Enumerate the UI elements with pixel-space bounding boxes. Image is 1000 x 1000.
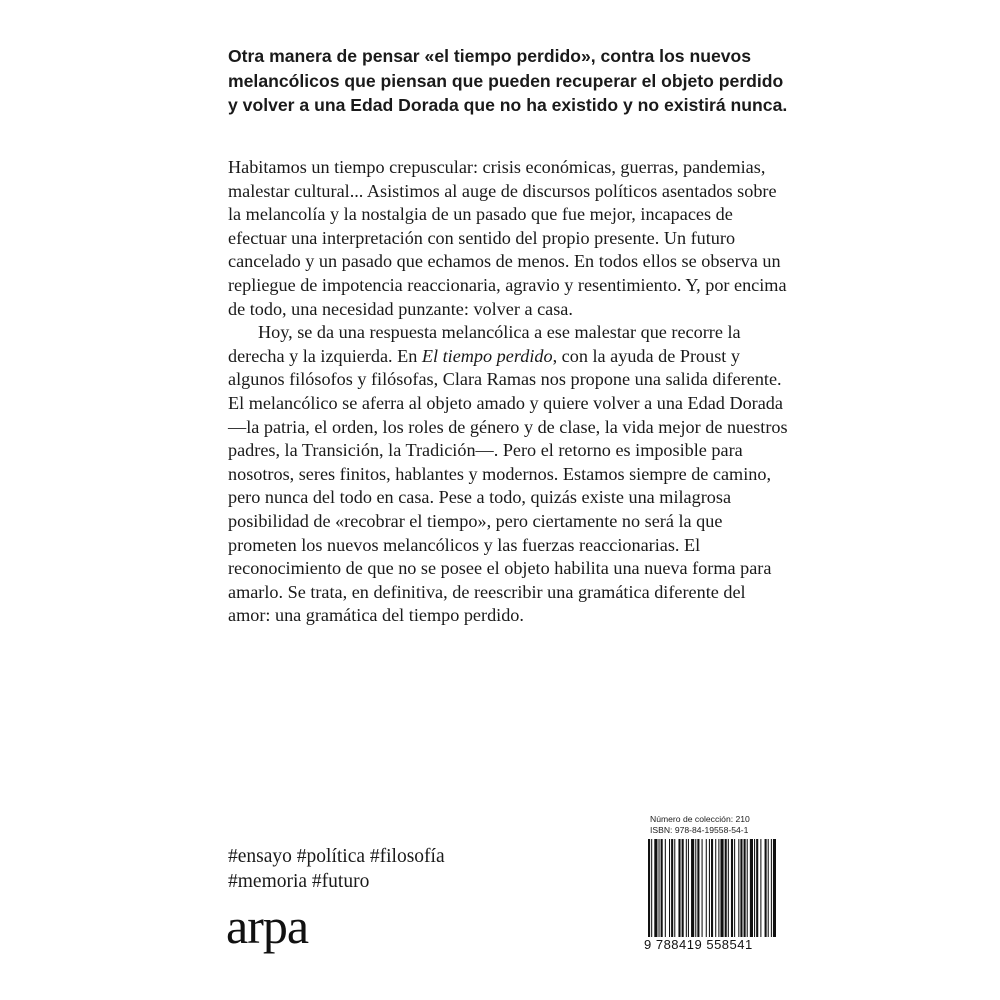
barcode-bar [773, 839, 776, 937]
synopsis-paragraph-1: Habitamos un tiempo crepuscular: crisis económicas, guerras, pandemias, malestar cultural... Asistimos al auge de discursos políticos asentados sobre la melancolía y la nostalgia de un pasado que fue mejor, incapaces de efectuar una interpretación con sentido del propio presente. Un futuro cancelado y un pasado que echamos de menos. En todos ellos se observa un repliegue de impotencia reaccionaria, agravio y resentimiento. Y, por encima de todo, una necesidad punzante: volver a casa. [228, 157, 787, 319]
hashtags-line-1: #ensayo #política #filosofía [228, 846, 445, 867]
barcode-bar [747, 839, 748, 937]
publisher-logo: arpa [226, 898, 309, 954]
barcode-digits: 9 788419 558541 [644, 937, 753, 952]
barcode-bar [718, 839, 719, 937]
barcode-bar [651, 839, 652, 937]
barcode-bar [665, 839, 666, 937]
lead-paragraph: Otra manera de pensar «el tiempo perdido», contra los nuevos melancólicos que piensan que pueden recuperar el objeto perdido y volver a una Edad Dorada que no ha existido y no existirá nunca. [228, 46, 788, 115]
barcode-bar [765, 839, 767, 937]
barcode-bar [682, 839, 684, 937]
barcode-bar [715, 839, 716, 937]
barcode-bar [768, 839, 769, 937]
barcode-bar [688, 839, 689, 937]
book-title: El tiempo perdido [421, 345, 553, 366]
barcode-bar [659, 839, 660, 937]
barcode-bar [674, 839, 675, 937]
barcode-bar [744, 839, 746, 937]
synopsis-paragraph-2 [228, 321, 788, 628]
isbn: ISBN: 978-84-19558-54-1 [650, 825, 749, 835]
barcode-bar [661, 839, 663, 937]
barcode-bar [754, 839, 755, 937]
barcode-bar [728, 839, 729, 937]
barcode-bar [691, 839, 694, 937]
barcode-bar [760, 839, 761, 937]
synopsis [228, 156, 788, 628]
barcode-bar [734, 839, 735, 937]
barcode-bar [709, 839, 710, 937]
barcode-bar [771, 839, 772, 937]
barcode-bar [756, 839, 758, 937]
barcode-bar [720, 839, 723, 937]
barcode-bar [725, 839, 727, 937]
hashtags-line-2: #memoria #futuro [228, 870, 370, 892]
barcode-bars [648, 839, 776, 937]
paragraph-2-rest: , con la ayuda de Proust y algunos filósofos y filósofas, Clara Ramas nos propone una salida diferente. El melancólico se aferra al objeto amado y quiere volver a una Edad Dorada —la patria, el orden, los roles de género y de clase, la vida mejor de nuestros padres, la Transición, la Tradición—. Pero el retorno es imposible para nosotros, seres finitos, hablantes y modernos. Estamos siempre de camino, pero nunca del todo en casa. Pese a todo, quizás existe una milagrosa posibilidad de «recobrar el tiempo», pero ciertamente no será la que prometen los nuevos melancólicos y las fuerzas reaccionarias. El reconocimiento de que no se posee el objeto habilita una nueva forma para amarlo. Se trata, en definitiva, de reescribir una gramática diferente del amor: una gramática del tiempo perdido. [228, 345, 788, 626]
barcode-bar [750, 839, 753, 937]
barcode-block [644, 806, 779, 960]
barcode-bar [706, 839, 707, 937]
barcode-bar [740, 839, 742, 937]
barcode-bar [686, 839, 687, 937]
hashtags [228, 845, 445, 894]
barcode-bar [731, 839, 733, 937]
collection-number: Número de colección: 210 [650, 814, 750, 824]
barcode-bar [711, 839, 713, 937]
barcode-bar [738, 839, 739, 937]
barcode-bar [669, 839, 670, 937]
barcode-bar [648, 839, 650, 937]
barcode-bar [671, 839, 673, 937]
barcode-bar [654, 839, 657, 937]
barcode-bar [702, 839, 703, 937]
barcode-bar [678, 839, 680, 937]
barcode-bar [697, 839, 699, 937]
paragraph-2-start: Hoy, se da una respuesta melancólica a ese malestar que recorre la derecha y la izquierda. En [228, 322, 741, 366]
barcode-bar [695, 839, 696, 937]
